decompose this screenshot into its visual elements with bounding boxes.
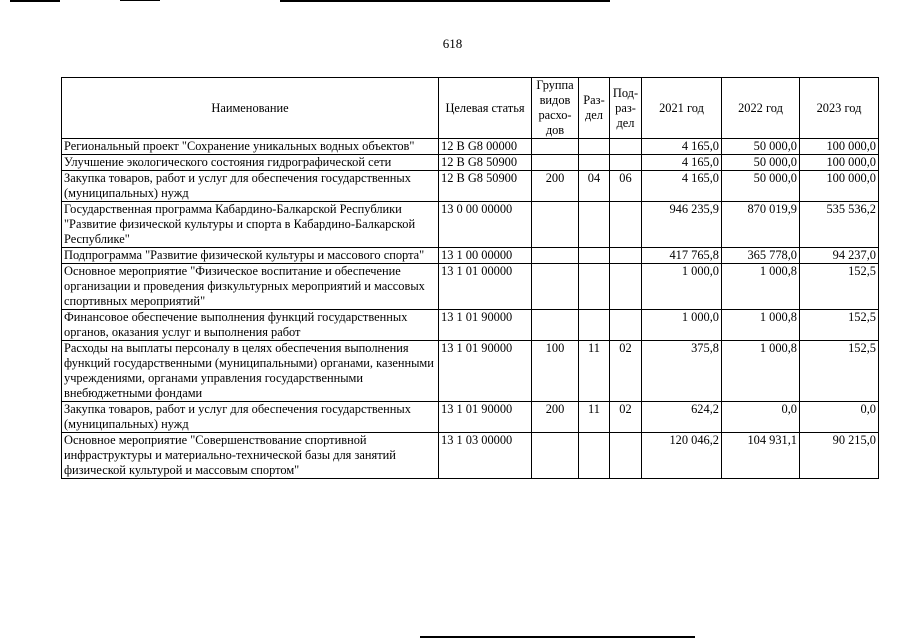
page-number: 618 [442, 36, 463, 51]
row-subsection [610, 310, 642, 341]
table-row [62, 171, 879, 202]
row-article: 12 В G8 50900 [439, 155, 532, 171]
row-section: 04 [579, 171, 610, 202]
row-2022: 1 000,8 [722, 310, 800, 341]
row-section [579, 248, 610, 264]
row-subsection: 02 [610, 341, 642, 402]
row-section [579, 202, 610, 248]
row-name: Основное мероприятие "Совершенствование спортивной инфраструктуры и материально-технической базы для занятий физической культурой и массовым спортом" [62, 433, 439, 479]
row-article: 13 1 01 90000 [439, 402, 532, 433]
row-2023: 94 237,0 [800, 248, 879, 264]
table-row [62, 402, 879, 433]
row-name: Региональный проект "Сохранение уникальных водных объектов" [62, 139, 439, 155]
header-group: Группа видов расхо- дов [532, 78, 579, 139]
row-2022: 50 000,0 [722, 155, 800, 171]
row-name: Закупка товаров, работ и услуг для обеспечения государственных (муниципальных) нужд [62, 171, 439, 202]
row-name: Закупка товаров, работ и услуг для обеспечения государственных (муниципальных) нужд [62, 402, 439, 433]
row-section [579, 433, 610, 479]
row-group [532, 139, 579, 155]
row-article: 13 1 01 00000 [439, 264, 532, 310]
row-subsection: 02 [610, 402, 642, 433]
table-header-row [62, 78, 879, 139]
row-group: 100 [532, 341, 579, 402]
table-row [62, 433, 879, 479]
row-2023: 152,5 [800, 264, 879, 310]
budget-table [61, 77, 879, 479]
table-row [62, 341, 879, 402]
header-article: Целевая статья [439, 78, 532, 139]
row-subsection: 06 [610, 171, 642, 202]
row-section: 11 [579, 341, 610, 402]
row-2022: 1 000,8 [722, 264, 800, 310]
row-2023: 90 215,0 [800, 433, 879, 479]
row-group [532, 155, 579, 171]
table-row [62, 310, 879, 341]
row-subsection [610, 264, 642, 310]
table-row [62, 248, 879, 264]
row-article: 13 1 01 90000 [439, 341, 532, 402]
row-group: 200 [532, 402, 579, 433]
row-article: 13 0 00 00000 [439, 202, 532, 248]
row-section [579, 155, 610, 171]
table-row [62, 139, 879, 155]
row-section [579, 139, 610, 155]
row-article: 12 В G8 00000 [439, 139, 532, 155]
row-2023: 100 000,0 [800, 171, 879, 202]
row-2023: 535 536,2 [800, 202, 879, 248]
row-2023: 152,5 [800, 310, 879, 341]
row-name: Подпрограмма "Развитие физической культуры и массового спорта" [62, 248, 439, 264]
row-2022: 50 000,0 [722, 171, 800, 202]
row-2022: 365 778,0 [722, 248, 800, 264]
row-name: Улучшение экологического состояния гидрографической сети [62, 155, 439, 171]
row-subsection [610, 139, 642, 155]
header-section: Раз- дел [579, 78, 610, 139]
row-subsection [610, 433, 642, 479]
row-article: 13 1 03 00000 [439, 433, 532, 479]
row-2022: 50 000,0 [722, 139, 800, 155]
row-2021: 624,2 [642, 402, 722, 433]
row-2022: 1 000,8 [722, 341, 800, 402]
row-subsection [610, 202, 642, 248]
row-2023: 100 000,0 [800, 139, 879, 155]
row-2023: 152,5 [800, 341, 879, 402]
row-article: 13 1 01 90000 [439, 310, 532, 341]
bottom-rule [420, 636, 695, 638]
row-2022: 104 931,1 [722, 433, 800, 479]
top-rule-mid [120, 0, 160, 1]
row-2021: 375,8 [642, 341, 722, 402]
row-2021: 1 000,0 [642, 310, 722, 341]
row-2021: 946 235,9 [642, 202, 722, 248]
row-article: 13 1 00 00000 [439, 248, 532, 264]
row-article: 12 В G8 50900 [439, 171, 532, 202]
row-group [532, 202, 579, 248]
row-2021: 417 765,8 [642, 248, 722, 264]
row-2022: 870 019,9 [722, 202, 800, 248]
header-name: Наименование [62, 78, 439, 139]
row-subsection [610, 155, 642, 171]
row-name: Государственная программа Кабардино-Балкарской Республики "Развитие физической культуры и спорта в Кабардино-Балкарской Республике" [62, 202, 439, 248]
row-group [532, 248, 579, 264]
header-2022: 2022 год [722, 78, 800, 139]
row-group: 200 [532, 171, 579, 202]
row-2022: 0,0 [722, 402, 800, 433]
row-name: Расходы на выплаты персоналу в целях обеспечения выполнения функций государственными (муниципальными) органами, казенными учреждениями, органами управления государственными внебюджетными фондами [62, 341, 439, 402]
row-2021: 4 165,0 [642, 155, 722, 171]
row-section [579, 264, 610, 310]
row-2023: 0,0 [800, 402, 879, 433]
table-row [62, 202, 879, 248]
row-section [579, 310, 610, 341]
row-name: Основное мероприятие "Физическое воспитание и обеспечение организации и проведения физкультурных мероприятий и массовых спортивных мероприятий" [62, 264, 439, 310]
top-rule-right [280, 0, 610, 2]
row-group [532, 310, 579, 341]
header-subsection: Под- раз- дел [610, 78, 642, 139]
row-2021: 4 165,0 [642, 171, 722, 202]
row-group [532, 433, 579, 479]
row-subsection [610, 248, 642, 264]
row-section: 11 [579, 402, 610, 433]
row-name: Финансовое обеспечение выполнения функций государственных органов, оказания услуг и выполнения работ [62, 310, 439, 341]
table-row [62, 155, 879, 171]
row-2021: 1 000,0 [642, 264, 722, 310]
row-2021: 120 046,2 [642, 433, 722, 479]
row-2023: 100 000,0 [800, 155, 879, 171]
top-rule-left [10, 0, 60, 2]
row-2021: 4 165,0 [642, 139, 722, 155]
row-group [532, 264, 579, 310]
header-2023: 2023 год [800, 78, 879, 139]
header-2021: 2021 год [642, 78, 722, 139]
table-row [62, 264, 879, 310]
